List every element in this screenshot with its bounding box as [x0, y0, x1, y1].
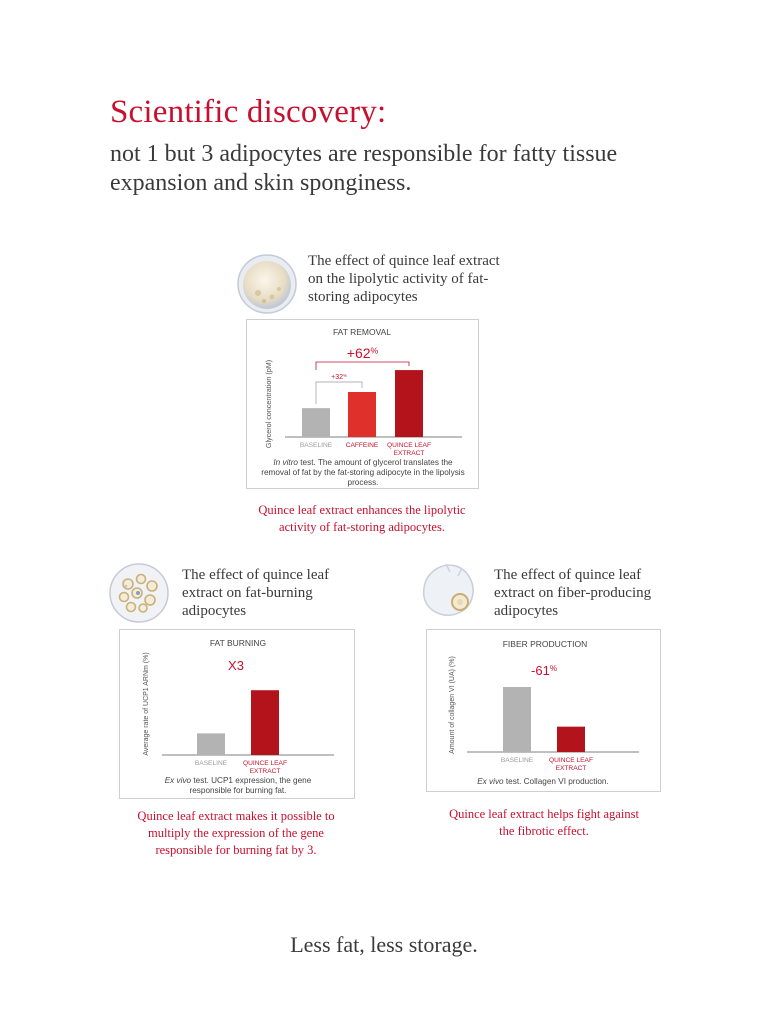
annotation-label: X3 [228, 658, 244, 673]
footnote-text: test. UCP1 expression, the gene responsible for burning fat. [189, 776, 312, 795]
bar [348, 392, 376, 437]
bar [557, 727, 585, 752]
footnote-italic: In vitro [273, 458, 298, 467]
bracket-line [316, 362, 409, 370]
x-tick-label: BASELINE [299, 442, 333, 449]
chart-title: FIBER PRODUCTION [502, 639, 588, 649]
bar [197, 733, 225, 755]
annotation-label: -61% [531, 663, 557, 678]
fat-burning-cell-icon [108, 562, 170, 624]
page-subtitle: not 1 but 3 adipocytes are responsible for fatty tissue expansion and skin sponginess. [110, 141, 618, 196]
x-tick-label: CAFFEINE [345, 442, 379, 449]
y-axis-label: Glycerol concentration (pM) [264, 359, 273, 449]
chart-title: FAT REMOVAL [332, 327, 392, 337]
chart-title: FAT BURNING [209, 638, 267, 648]
y-axis-label: Average rate of UCP1 ARNm (%) [143, 652, 150, 756]
bar [503, 687, 531, 752]
page-title: Scientific discovery: [110, 94, 387, 130]
chart-fat-removal [246, 319, 479, 489]
section3-caption: The effect of quince leaf extract on fiber-producing adipocytes [494, 567, 652, 619]
footnote-italic: Ex vivo [477, 777, 504, 786]
x-tick-label: QUINCE LEAF EXTRACT [549, 757, 593, 772]
section1-caption: The effect of quince leaf extract on the lipolytic activity of fat-storing adipocytes [308, 253, 500, 305]
x-tick-label: BASELINE [194, 760, 228, 767]
y-axis-label: Amount of collagen VI (UA) (%) [449, 656, 456, 754]
chart-footnote [148, 776, 328, 796]
footnote-text: test. Collagen VI production. [505, 777, 609, 786]
section3-note: Quince leaf extract helps fight against the fibrotic effect. [449, 807, 639, 838]
x-tick-label: BASELINE [500, 757, 534, 764]
section1-note: Quince leaf extract enhances the lipolytic activity of fat-storing adipocytes. [258, 503, 466, 534]
fiber-cell-icon [416, 558, 480, 622]
fat-cell-icon [236, 253, 298, 315]
section2-note: Quince leaf extract makes it possible to multiply the expression of the gene responsible for burning fat by 3. [137, 809, 335, 857]
footer-tagline: Less fat, less storage. [290, 932, 478, 957]
bar [395, 370, 423, 437]
section2-caption: The effect of quince leaf extract on fat-burning adipocytes [182, 567, 330, 619]
footnote-text: test. The amount of glycerol translates the removal of fat by the fat-storing adipocyte in the lipolysis process. [261, 458, 465, 487]
footnote-italic: Ex vivo [164, 776, 192, 785]
chart-footnote [259, 458, 467, 488]
x-tick-label: QUINCE LEAF EXTRACT [387, 442, 431, 457]
bar [251, 690, 279, 755]
chart-footnote [437, 777, 649, 787]
chart-fiber-production [426, 629, 661, 792]
bar [302, 408, 330, 437]
x-tick-label: QUINCE LEAF EXTRACT [243, 760, 287, 775]
chart-fat-burning-svg [120, 630, 354, 798]
annotation-label: +32% [331, 372, 347, 381]
chart-fat-burning [119, 629, 355, 799]
annotation-label: +62% [346, 345, 379, 361]
chart-fiber-production-svg [427, 630, 660, 791]
